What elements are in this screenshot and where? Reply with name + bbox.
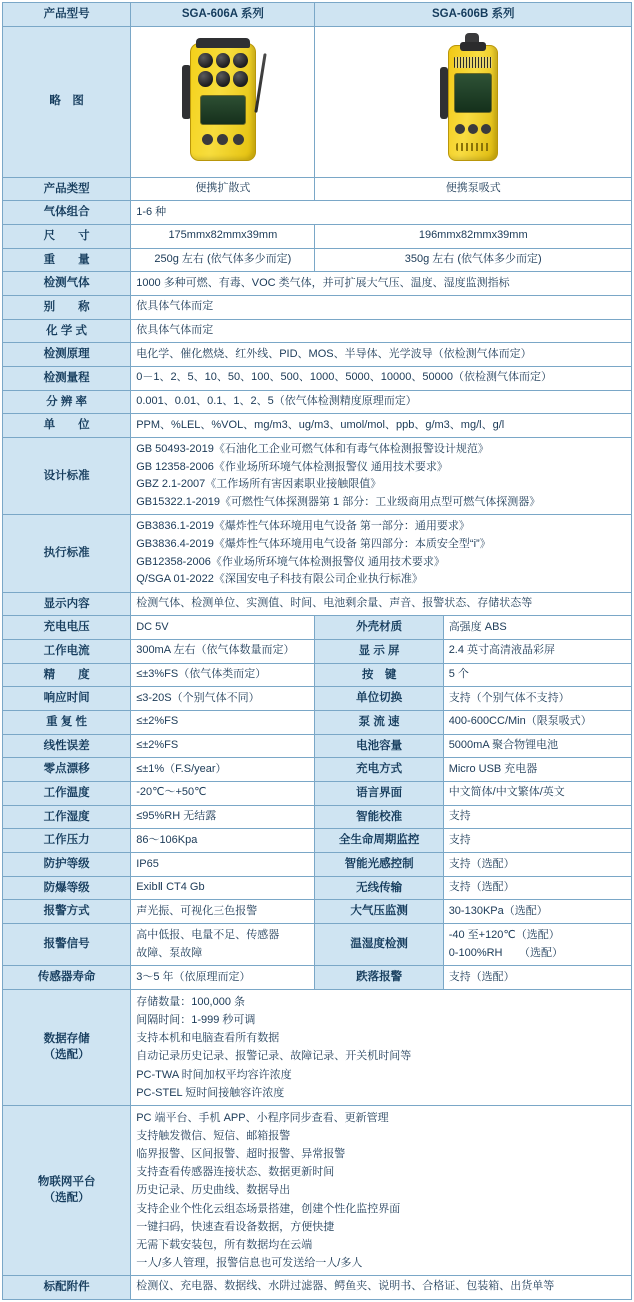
row-label-alarm-method: 报警方式 (3, 900, 131, 924)
design-standard-line: GB 12358-2006《作业场所环境气体检测报警仪 通用技术要求》 (136, 460, 448, 473)
weight-a: 250g 左右 (依气体多少而定) (131, 248, 315, 272)
data-storage-line: 自动记录历史记录、报警记录、故障记录、开关机时间等 (136, 1050, 412, 1063)
row-label-charge-method: 充电方式 (315, 758, 443, 782)
row-label-data-storage (3, 990, 131, 1106)
table-row-sensor-life (3, 966, 632, 990)
working-humidity-value: ≤95%RH 无结露 (131, 805, 315, 829)
shell-material-value: 高强度 ABS (443, 616, 631, 640)
table-row-repeatability (3, 711, 632, 735)
row-label-zero-drift: 零点漂移 (3, 758, 131, 782)
smart-calibration-value: 支持 (443, 805, 631, 829)
row-label-light-sensing: 智能光感控制 (315, 853, 443, 877)
row-label-battery-capacity: 电池容量 (315, 734, 443, 758)
table-row-accessories (3, 1276, 632, 1300)
table-row-principle (3, 343, 632, 367)
response-time-value: ≤3-20S（个别气体不同） (131, 687, 315, 711)
wireless-value: 支持（选配） (443, 876, 631, 900)
exec-standard-list (131, 515, 632, 592)
alarm-method-value: 声光振、可视化三色报警 (131, 900, 315, 924)
row-label-temp-humidity: 温湿度检测 (315, 924, 443, 966)
row-label-resolution: 分 辨 率 (3, 390, 131, 414)
accuracy-value: ≤±3%FS（依气体类而定） (131, 663, 315, 687)
row-label-linearity-error: 线性误差 (3, 734, 131, 758)
row-label-weight: 重 量 (3, 248, 131, 272)
data-storage-line: PC-STEL 短时间接触容许浓度 (136, 1086, 285, 1099)
range-value: 0－1、2、5、10、50、100、500、1000、5000、10000、50000（依检测气体而定） (131, 366, 632, 390)
explosion-proof-value: ExibⅡ CT4 Gb (131, 876, 315, 900)
drop-alarm-value: 支持（选配） (443, 966, 631, 990)
design-standard-line: GB15322.1-2019《可燃性气体探测器第 1 部分：工业级商用点型可燃气体探测器》 (136, 495, 541, 508)
row-label-drop-alarm: 跌落报警 (315, 966, 443, 990)
data-storage-line: PC-TWA 时间加权平均容许浓度 (136, 1068, 292, 1081)
table-row-accuracy (3, 663, 632, 687)
portable-gas-detector-a-icon (182, 35, 264, 163)
row-label-accessories: 标配附件 (3, 1276, 131, 1300)
exec-standard-line: GB3836.4-2019《爆炸性气体环境用电气设备 第四部分：本质安全型“i”》 (136, 537, 491, 550)
table-row-zero-drift (3, 758, 632, 782)
row-label-range: 检测量程 (3, 366, 131, 390)
product-type-b: 便携泵吸式 (315, 177, 632, 201)
row-label-atmospheric-pressure: 大气压监测 (315, 900, 443, 924)
iot-platform-line: 支持查看传感器连接状态、数据更新时间 (136, 1166, 335, 1179)
table-row-response-time (3, 687, 632, 711)
table-row-data-storage (3, 990, 632, 1106)
gas-combination-value: 1-6 种 (131, 201, 632, 225)
table-row-iot-platform (3, 1105, 632, 1275)
table-row-formula (3, 319, 632, 343)
iot-platform-line: 支持企业个性化云组态场景搭建，创建个性化监控界面 (136, 1202, 401, 1215)
table-row-working-current (3, 640, 632, 664)
unit-value: PPM、%LEL、%VOL、mg/m3、ug/m3、umol/mol、ppb、g/m3、mg/l、g/l (131, 414, 632, 438)
row-label-display-content: 显示内容 (3, 592, 131, 616)
resolution-value: 0.001、0.01、0.1、1、2、5（依气体检测精度原理而定） (131, 390, 632, 414)
row-label-wireless: 无线传输 (315, 876, 443, 900)
table-row-unit (3, 414, 632, 438)
unit-switch-value: 支持（个别气体不支持） (443, 687, 631, 711)
row-label-display-screen: 显 示 屏 (315, 640, 443, 664)
dimensions-a: 175mmx82mmx39mm (131, 224, 315, 248)
row-label-working-current: 工作电流 (3, 640, 131, 664)
row-label-detect-gas: 检测气体 (3, 272, 131, 296)
row-label-formula: 化 学 式 (3, 319, 131, 343)
row-label-iot-platform (3, 1105, 131, 1275)
model-b-header: SGA-606B 系列 (315, 3, 632, 27)
row-label-language: 语言界面 (315, 782, 443, 806)
data-storage-line: 存储数量：100,000 条 (136, 996, 246, 1009)
dimensions-b: 196mmx82mmx39mm (315, 224, 632, 248)
charge-method-value: Micro USB 充电器 (443, 758, 631, 782)
row-label-lifecycle-monitor: 全生命周期监控 (315, 829, 443, 853)
row-label-sensor-life: 传感器寿命 (3, 966, 131, 990)
exec-standard-line: GB12358-2006《作业场所环境气体检测报警仪 通用技术要求》 (136, 555, 445, 568)
iot-platform-line: 一键扫码，快速查看设备数据，方便快捷 (136, 1220, 335, 1233)
table-row-alias (3, 295, 632, 319)
temp-humidity-value (443, 924, 631, 966)
row-label-working-temperature: 工作温度 (3, 782, 131, 806)
language-value: 中文简体/中文繁体/英文 (443, 782, 631, 806)
temp-humidity-line: -40 至+120℃（选配） (448, 929, 560, 942)
row-label-gas-combination: 气体组合 (3, 201, 131, 225)
alias-value: 依具体气体而定 (131, 295, 632, 319)
portable-gas-detector-b-icon (438, 33, 508, 165)
iot-platform-line: 临界报警、区间报警、超时报警、异常报警 (136, 1148, 346, 1161)
table-row-alarm-method (3, 900, 632, 924)
iot-label-line2: （选配） (43, 1192, 90, 1205)
model-a-header: SGA-606A 系列 (131, 3, 315, 27)
table-row-gas-combination (3, 201, 632, 225)
data-storage-line: 支持本机和电脑查看所有数据 (136, 1032, 280, 1045)
table-row-exec-standard (3, 515, 632, 592)
product-type-a: 便携扩散式 (131, 177, 315, 201)
iot-platform-line: 无需下载安装包，所有数据均在云端 (136, 1238, 313, 1251)
row-label-alias: 别 称 (3, 295, 131, 319)
sensor-life-value: 3～5 年（依原理而定） (131, 966, 315, 990)
battery-capacity-value: 5000mA 聚合物锂电池 (443, 734, 631, 758)
row-label-dimensions: 尺 寸 (3, 224, 131, 248)
table-row-protection-level (3, 853, 632, 877)
table-row-working-pressure (3, 829, 632, 853)
row-label-diagram: 略 图 (3, 26, 131, 177)
pump-flow-value: 400-600CC/Min（限泵吸式） (443, 711, 631, 735)
detect-gas-value: 1000 多种可燃、有毒、VOC 类气体，并可扩展大气压、温度、湿度监测指标 (131, 272, 632, 296)
design-standard-list (131, 438, 632, 515)
row-label-charge-voltage: 充电电压 (3, 616, 131, 640)
device-a-image (131, 26, 315, 177)
table-row-product-type (3, 177, 632, 201)
row-label-repeatability: 重 复 性 (3, 711, 131, 735)
row-label-product-type: 产品类型 (3, 177, 131, 201)
row-label-explosion-proof: 防爆等级 (3, 876, 131, 900)
row-label-model: 产品型号 (3, 3, 131, 27)
row-label-response-time: 响应时间 (3, 687, 131, 711)
iot-platform-list (131, 1105, 632, 1275)
display-screen-value: 2.4 英寸高清液晶彩屏 (443, 640, 631, 664)
table-row-charge-voltage (3, 616, 632, 640)
working-current-value: 300mA 左右（依气体数量而定） (131, 640, 315, 664)
temp-humidity-line: 0-100%RH （选配） (448, 946, 563, 959)
row-label-design-standard: 设计标准 (3, 438, 131, 515)
iot-platform-line: 一人/多人管理，报警信息也可发送给一人/多人 (136, 1256, 363, 1269)
repeatability-value: ≤±2%FS (131, 711, 315, 735)
formula-value: 依具体气体而定 (131, 319, 632, 343)
principle-value: 电化学、催化燃烧、红外线、PID、MOS、半导体、光学波导（依检测气体而定） (131, 343, 632, 367)
row-label-unit-switch: 单位切换 (315, 687, 443, 711)
row-label-accuracy: 精 度 (3, 663, 131, 687)
charge-voltage-value: DC 5V (131, 616, 315, 640)
table-row-diagram (3, 26, 632, 177)
table-row-detect-gas (3, 272, 632, 296)
table-row-weight (3, 248, 632, 272)
light-sensing-value: 支持（选配） (443, 853, 631, 877)
device-b-image (315, 26, 632, 177)
table-row-working-temperature (3, 782, 632, 806)
table-row-explosion-proof (3, 876, 632, 900)
table-row-dimensions (3, 224, 632, 248)
linearity-error-value: ≤±2%FS (131, 734, 315, 758)
row-label-exec-standard: 执行标准 (3, 515, 131, 592)
table-row-alarm-signal (3, 924, 632, 966)
table-row-linearity-error (3, 734, 632, 758)
protection-level-value: IP65 (131, 853, 315, 877)
atmospheric-pressure-value: 30-130KPa（选配） (443, 900, 631, 924)
row-label-working-pressure: 工作压力 (3, 829, 131, 853)
alarm-signal-line: 故障、泵故障 (136, 946, 203, 959)
iot-platform-line: 历史记录、历史曲线、数据导出 (136, 1184, 291, 1197)
keys-value: 5 个 (443, 663, 631, 687)
lifecycle-monitor-value: 支持 (443, 829, 631, 853)
alarm-signal-line: 高中低报、电量不足、传感器 (136, 929, 280, 942)
exec-standard-line: Q/SGA 01-2022《深国安电子科技有限公司企业执行标准》 (136, 573, 423, 586)
row-label-smart-calibration: 智能校准 (315, 805, 443, 829)
row-label-pump-flow: 泵 流 速 (315, 711, 443, 735)
working-pressure-value: 86～106Kpa (131, 829, 315, 853)
row-label-shell-material: 外壳材质 (315, 616, 443, 640)
design-standard-line: GB 50493-2019《石油化工企业可燃气体和有毒气体检测报警设计规范》 (136, 443, 489, 455)
design-standard-line: GBZ 2.1-2007《工作场所有害因素职业接触限值》 (136, 478, 382, 491)
data-storage-label-line1: 数据存储 (43, 1032, 90, 1045)
iot-platform-line: 支持触发微信、短信、邮箱报警 (136, 1130, 291, 1142)
row-label-protection-level: 防护等级 (3, 853, 131, 877)
data-storage-label-line2: （选配） (43, 1049, 90, 1062)
row-label-principle: 检测原理 (3, 343, 131, 367)
accessories-value: 检测仪、充电器、数据线、水阱过滤器、鳄鱼夹、说明书、合格证、包装箱、出货单等 (131, 1276, 632, 1300)
table-row-display-content (3, 592, 632, 616)
zero-drift-value: ≤±1%（F.S/year） (131, 758, 315, 782)
row-label-unit: 单 位 (3, 414, 131, 438)
display-content-value: 检测气体、检测单位、实测值、时间、电池剩余量、声音、报警状态、存储状态等 (131, 592, 632, 616)
table-row-working-humidity (3, 805, 632, 829)
iot-platform-line: PC 端平台、手机 APP、小程序同步查看、更新管理 (136, 1111, 389, 1124)
table-row-model (3, 3, 632, 27)
weight-b: 350g 左右 (依气体多少而定) (315, 248, 632, 272)
table-row-resolution (3, 390, 632, 414)
data-storage-line: 间隔时间：1-999 秒可调 (136, 1014, 256, 1027)
table-row-design-standard (3, 438, 632, 515)
row-label-keys: 按 键 (315, 663, 443, 687)
working-temperature-value: -20℃～+50℃ (131, 782, 315, 806)
iot-label-line1: 物联网平台 (37, 1175, 96, 1188)
alarm-signal-value (131, 924, 315, 966)
exec-standard-line: GB3836.1-2019《爆炸性气体环境用电气设备 第一部分：通用要求》 (136, 520, 470, 533)
table-row-range (3, 366, 632, 390)
row-label-alarm-signal: 报警信号 (3, 924, 131, 966)
product-spec-table (2, 2, 632, 1300)
data-storage-list (131, 990, 632, 1106)
row-label-working-humidity: 工作湿度 (3, 805, 131, 829)
